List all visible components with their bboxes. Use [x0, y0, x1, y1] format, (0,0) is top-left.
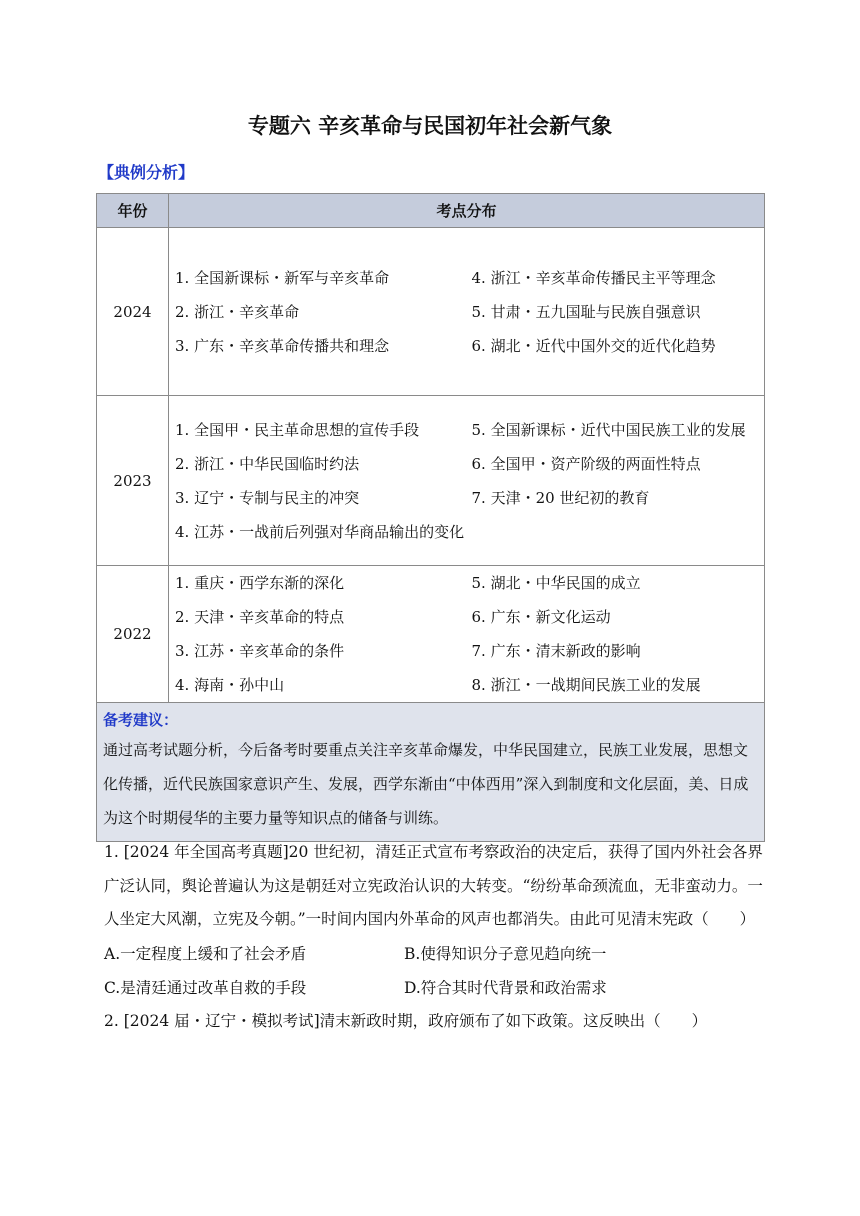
topics-cell [169, 566, 765, 703]
table-row [97, 566, 765, 703]
topic-item: 2. 浙江・中华民国临时约法 [175, 454, 360, 473]
year-cell: 2024 [97, 228, 169, 396]
topics-cell [169, 396, 765, 566]
topic-item: 4. 浙江・辛亥革命传播民主平等理念 [471, 268, 716, 287]
topic-item: 6. 湖北・近代中国外交的近代化趋势 [471, 336, 716, 355]
topic-item: 3. 江苏・辛亥革命的条件 [175, 642, 345, 660]
table-row [97, 396, 765, 566]
options-row [104, 937, 764, 971]
topic-item: 2. 天津・辛亥革命的特点 [175, 608, 345, 626]
topic-item: 5. 湖北・中华民国的成立 [471, 574, 641, 592]
topic-item: 6. 广东・新文化运动 [471, 608, 611, 626]
topic-item: 1. 全国甲・民主革命思想的宣传手段 [175, 420, 420, 439]
year-cell: 2023 [97, 396, 169, 566]
topics-cell [169, 228, 765, 396]
topic-item: 2. 浙江・辛亥革命 [175, 302, 300, 321]
advice-title: 备考建议： [103, 711, 179, 729]
table-row [97, 228, 765, 396]
header-year: 年份 [97, 194, 169, 228]
question-stem: 2. [2024 届・辽宁・模拟考试]清末新政时期，政府颁布了如下政策。这反映出（ ） [104, 1011, 708, 1030]
option-d: D.符合其时代背景和政治需求 [404, 978, 607, 997]
options-row [104, 971, 764, 1005]
topic-item: 4. 海南・孙中山 [175, 676, 285, 694]
topic-item: 5. 全国新课标・近代中国民族工业的发展 [471, 420, 746, 439]
option-c: C.是清廷通过改革自救的手段 [104, 978, 307, 997]
option-a: A.一定程度上缓和了社会矛盾 [104, 944, 307, 963]
year-cell: 2022 [97, 566, 169, 703]
topic-item: 3. 辽宁・专制与民主的冲突 [175, 488, 360, 507]
topic-item: 6. 全国甲・资产阶级的两面性特点 [471, 454, 701, 473]
topic-item: 1. 全国新课标・新军与辛亥革命 [175, 268, 390, 287]
topic-item: 4. 江苏・一战前后列强对华商品输出的变化 [175, 522, 465, 541]
topic-item: 5. 甘肃・五九国耻与民族自强意识 [471, 302, 701, 321]
page-title: 专题六 辛亥革命与民国初年社会新气象 [247, 114, 613, 138]
advice-row [97, 703, 765, 842]
advice-cell [97, 703, 765, 842]
topic-item: 8. 浙江・一战期间民族工业的发展 [471, 676, 701, 694]
option-b: B.使得知识分子意见趋向统一 [404, 944, 607, 963]
question-stem: 1. [2024 年全国高考真题]20 世纪初，清廷正式宣布考察政治的决定后，获得了国内外社会各界广泛认同，舆论普遍认为这是朝廷对立宪政治认识的大转变。“纷纷革命颈流血，无非蛮动力。一人坐定大风潮，立宪及今朝。”一时间内国内外革命的风声也都消失。由此可见清末宪政（ ） [104, 843, 763, 928]
header-topics: 考点分布 [169, 194, 765, 228]
questions-section [104, 836, 764, 1038]
section-label: 【典例分析】 [98, 163, 195, 182]
topic-item: 7. 天津・20 世纪初的教育 [471, 488, 650, 507]
topic-item: 1. 重庆・西学东渐的深化 [175, 574, 345, 592]
topic-item: 7. 广东・清末新政的影响 [471, 642, 641, 660]
table-header-row [97, 194, 765, 228]
exam-distribution-table [96, 193, 765, 842]
advice-text: 通过高考试题分析，今后备考时要重点关注辛亥革命爆发，中华民国建立，民族工业发展，思想文化传播，近代民族国家意识产生、发展，西学东渐由“中体西用”深入到制度和文化层面，美、日成为这个时期侵华的主要力量等知识点的储备与训练。 [103, 741, 749, 827]
topic-item: 3. 广东・辛亥革命传播共和理念 [175, 336, 390, 355]
